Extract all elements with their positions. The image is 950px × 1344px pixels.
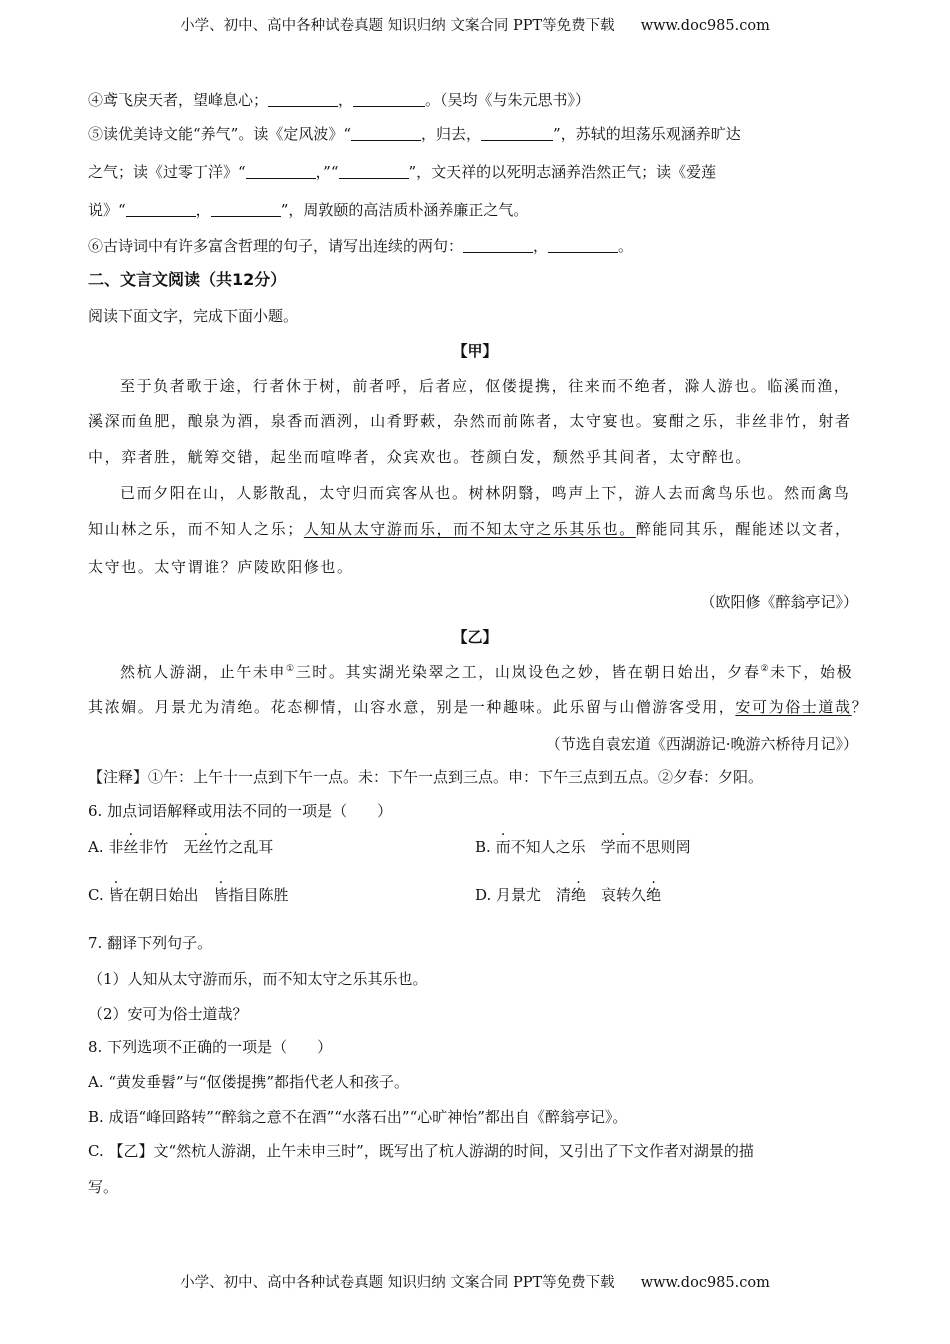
q5-line-3	[88, 200, 528, 220]
dotted-word: 丝	[123, 838, 139, 856]
jia-text: 醉能同其乐，醒能述以文者，	[635, 520, 852, 538]
q5-text: ”，周敦颐的高洁质朴涵养廉正之气。	[280, 201, 529, 219]
yi-text: ？	[851, 698, 869, 716]
jia-p2-line-2	[88, 519, 852, 539]
q5-line-1	[88, 124, 741, 144]
q6-option-c[interactable]	[88, 884, 289, 905]
section-title: 二、文言文阅读（共12分）	[88, 270, 287, 289]
q6-stem: 6. 加点词语解释或用法不同的一项是（ ）	[88, 802, 393, 820]
q6-poem-sep: ，	[533, 237, 549, 255]
footer-text: 小学、初中、高中各种试卷真题 知识归纳 文案合同 PPT等免费下载	[180, 1275, 615, 1291]
q4-text: ④鸢飞戾天者，望峰息心；	[88, 91, 269, 109]
yi-text: 然杭人游湖，止午未申	[120, 663, 287, 681]
q6-option-a[interactable]	[88, 836, 273, 857]
dotted-word: 而	[495, 838, 511, 856]
q8-option-b[interactable]: B. 成语“峰回路转”“醉翁之意不在酒”“水落石出”“心旷神怡”都出自《醉翁亭记》。	[88, 1108, 628, 1126]
jia-p2-line-1: 已而夕阳在山，人影散乱，太守归而宾客从也。树林阴翳，鸣声上下，游人去而禽鸟乐也。然而禽鸟	[120, 484, 851, 502]
q6-poem-text: ⑥古诗词中有许多富含哲理的句子，请写出连续的两句：	[88, 237, 464, 255]
option-text: A. 非	[88, 838, 124, 856]
yi-text: 未下，始极	[770, 663, 854, 681]
yi-line-2	[88, 697, 868, 717]
q5-text: 说》“	[88, 201, 126, 219]
section-intro: 阅读下面文字，完成下面小题。	[88, 307, 299, 325]
q5-text: ，归去，	[421, 125, 482, 143]
q6-option-d[interactable]	[475, 884, 661, 905]
option-text: 指目陈胜	[228, 886, 289, 904]
yi-source: （节选自袁宏道《西湖游记·晚游六桥待月记》）	[545, 735, 858, 753]
dotted-word: 绝	[571, 886, 587, 904]
jia-p1-line-2: 溪深而鱼肥，酿泉为酒，泉香而酒洌，山肴野蔌，杂然而前陈者，太守宴也。宴酣之乐，非丝非竹，射者	[88, 412, 852, 430]
q7-sentence-2: （2）安可为俗士道哉？	[88, 1005, 248, 1023]
q8-option-a[interactable]: A. “黄发垂髫”与“伛偻提携”都指代老人和孩子。	[88, 1073, 410, 1091]
answer-blank[interactable]	[351, 126, 421, 141]
option-text: 竹之乱耳	[213, 838, 274, 856]
q5-text: ，”“	[315, 163, 339, 181]
yi-text: 其浓媚。月景尤为清绝。花态柳情，山容水意，别是一种趣味。此乐留与山僧游客受用，	[88, 698, 736, 716]
note-marker: ①	[286, 664, 296, 674]
header-site-link[interactable]: www.doc985.com	[640, 18, 770, 34]
q5-line-2	[88, 162, 716, 182]
q4-line	[88, 90, 590, 110]
q8-option-c[interactable]: C. 【乙】文“然杭人游湖，止午未申三时”，既写出了杭人游湖的时间，又引出了下文作者对湖景的描	[88, 1142, 754, 1160]
dotted-word: 皆	[213, 886, 229, 904]
yi-text: 三时。其实湖光染翠之工，山岚设色之妙，皆在朝日始出，夕春	[295, 663, 761, 681]
q4-sep: ，	[338, 91, 354, 109]
yi-line-1	[120, 659, 853, 682]
q7-sentence-1: （1）人知从太守游而乐，而不知太守之乐其乐也。	[88, 970, 428, 988]
page-footer	[0, 1271, 950, 1292]
q4-source: 。（吴均《与朱元思书》）	[425, 91, 591, 109]
option-text: B.	[475, 838, 496, 856]
yi-label: 【乙】	[452, 628, 498, 646]
option-text: 在朝日始出	[123, 886, 214, 904]
option-text: 不知人之乐 学	[510, 838, 616, 856]
q7-stem: 7. 翻译下列句子。	[88, 934, 213, 952]
q5-text: ⑤读优美诗文能“养气”。读《定风波》“	[88, 125, 352, 143]
q6-option-b[interactable]	[475, 836, 691, 857]
q8-option-c-cont: 写。	[88, 1178, 119, 1196]
q8-stem: 8. 下列选项不正确的一项是（ ）	[88, 1038, 333, 1056]
answer-blank[interactable]	[211, 202, 281, 217]
jia-p2-line-3: 太守也。太守谓谁？庐陵欧阳修也。	[88, 558, 354, 576]
jia-p1-line-1: 至于负者歌于途，行者休于树，前者呼，后者应，伛偻提携，往来而不绝者，滁人游也。临溪而渔，	[120, 377, 851, 395]
annotation-note: 【注释】①午：上午十一点到下午一点。未：下午一点到三点。申：下午三点到五点。②夕春：夕阳。	[88, 768, 764, 786]
note-marker: ②	[760, 664, 771, 674]
q6-poem-end: 。	[618, 237, 634, 255]
dotted-word: 而	[615, 838, 631, 856]
dotted-word: 绝	[646, 886, 662, 904]
answer-blank[interactable]	[548, 238, 618, 253]
q5-text: ，	[195, 201, 211, 219]
page-header	[0, 14, 950, 35]
jia-underlined-sentence: 人知从太守游而乐，而不知太守之乐其乐也。	[303, 520, 636, 538]
answer-blank[interactable]	[339, 164, 409, 179]
answer-blank[interactable]	[353, 92, 425, 107]
option-text: 不思则罔	[630, 838, 691, 856]
q5-text: ”，文天祥的以死明志涵养浩然正气；读《爱莲	[408, 163, 717, 181]
option-text: 哀转久	[586, 886, 647, 904]
q6-poem-line	[88, 236, 633, 256]
answer-blank[interactable]	[481, 126, 553, 141]
option-text: C.	[88, 886, 109, 904]
jia-text: 知山林之乐，而不知人之乐；	[88, 520, 304, 538]
jia-label: 【甲】	[452, 342, 498, 360]
footer-site-link[interactable]: www.doc985.com	[640, 1275, 770, 1291]
jia-p1-line-3: 中，弈者胜，觥筹交错，起坐而喧哗者，众宾欢也。苍颜白发，颓然乎其间者，太守醉也。	[88, 448, 753, 466]
yi-underlined-sentence: 安可为俗士道哉	[735, 698, 852, 716]
answer-blank[interactable]	[268, 92, 338, 107]
option-text: 非竹 无	[138, 838, 199, 856]
dotted-word: 丝	[198, 838, 214, 856]
header-text: 小学、初中、高中各种试卷真题 知识归纳 文案合同 PPT等免费下载	[180, 18, 615, 34]
q5-text: ”，苏轼的坦荡乐观涵养旷达	[553, 125, 741, 143]
answer-blank[interactable]	[246, 164, 316, 179]
answer-blank[interactable]	[463, 238, 533, 253]
dotted-word: 皆	[108, 886, 124, 904]
answer-blank[interactable]	[126, 202, 196, 217]
jia-source: （欧阳修《醉翁亭记》）	[700, 593, 858, 611]
q5-text: 之气；读《过零丁洋》“	[88, 163, 246, 181]
option-text: D. 月景尤 清	[475, 886, 572, 904]
